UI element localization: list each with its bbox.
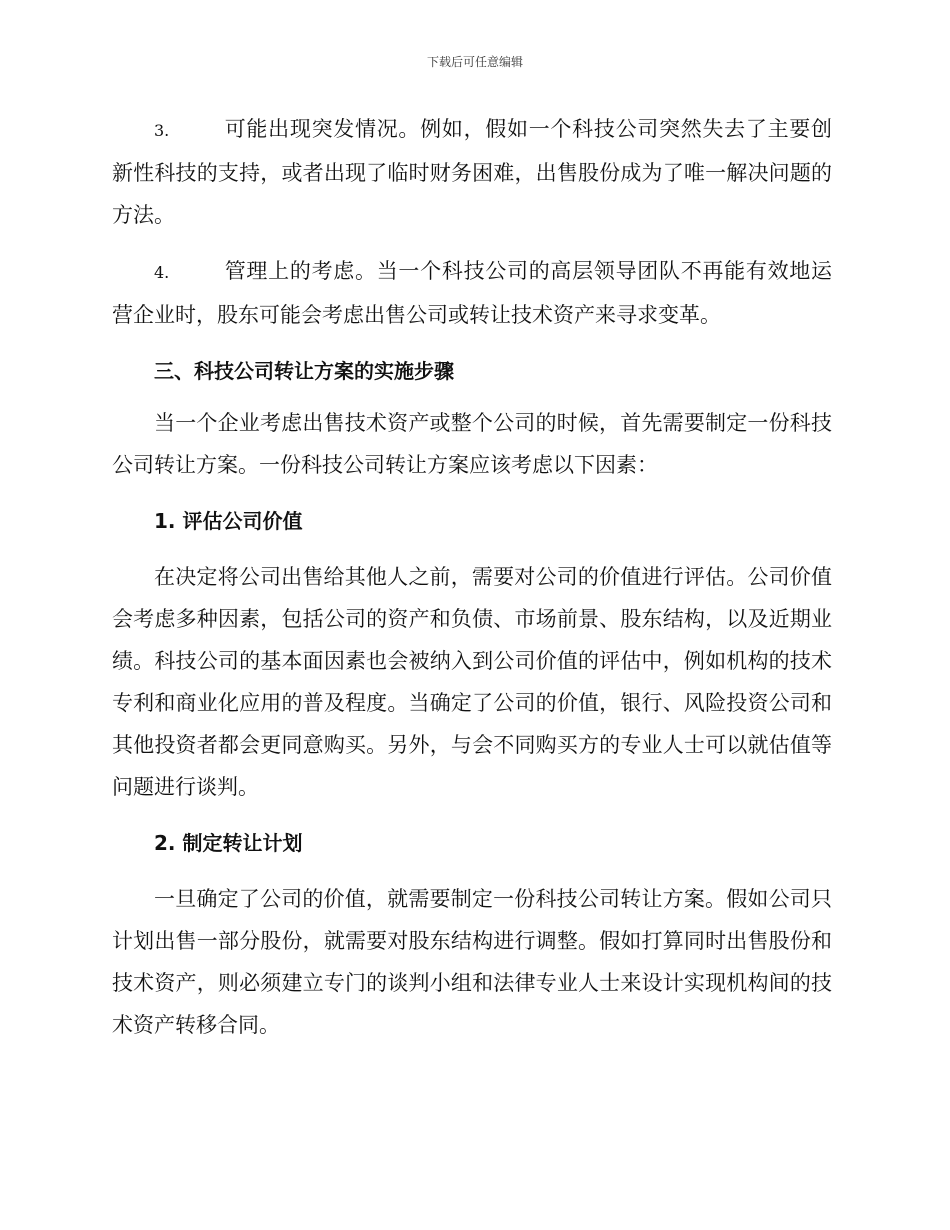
subsection-paragraph-1: 在决定将公司出售给其他人之前，需要对公司的价值进行评估。公司价值会考虑多种因素，包括公司的资产和负债、市场前景、股东结构，以及近期业绩。科技公司的基本面因素也会被纳入到公司价值的评估中，例如机构的技术专利和商业化应用的普及程度。当确定了公司的价值，银行、风险投资公司和其他投资者都会更同意购买。另外，与会不同购买方的专业人士可以就估值等问题进行谈判。	[112, 565, 832, 799]
page-header: 下载后可任意编辑	[426, 55, 523, 69]
section-heading: 三、科技公司转让方案的实施步骤	[154, 359, 454, 383]
list-number: 3.	[154, 121, 170, 140]
list-item-4	[112, 250, 832, 336]
intro-paragraph: 当一个企业考虑出售技术资产或整个公司的时候，首先需要制定一份科技公司转让方案。一份科技公司转让方案应该考虑以下因素：	[112, 411, 832, 477]
list-item-3	[112, 108, 832, 236]
list-number: 4.	[154, 263, 170, 282]
document-body	[112, 108, 832, 1060]
subsection-heading-1: 1. 评估公司价值	[154, 509, 303, 533]
subsection-paragraph-2: 一旦确定了公司的价值，就需要制定一份科技公司转让方案。假如公司只计划出售一部分股份，就需要对股东结构进行调整。假如打算同时出售股份和技术资产，则必须建立专门的谈判小组和法律专业人士来设计实现机构间的技术资产转移合同。	[112, 887, 832, 1037]
subsection-heading-2: 2. 制定转让计划	[154, 831, 303, 855]
list-item-text: 可能出现突发情况。例如，假如一个科技公司突然失去了主要创新性科技的支持，或者出现了临时财务困难，出售股份成为了唯一解决问题的方法。	[112, 117, 832, 227]
list-item-text: 管理上的考虑。当一个科技公司的高层领导团队不再能有效地运营企业时，股东可能会考虑出售公司或转让技术资产来寻求变革。	[112, 259, 832, 327]
